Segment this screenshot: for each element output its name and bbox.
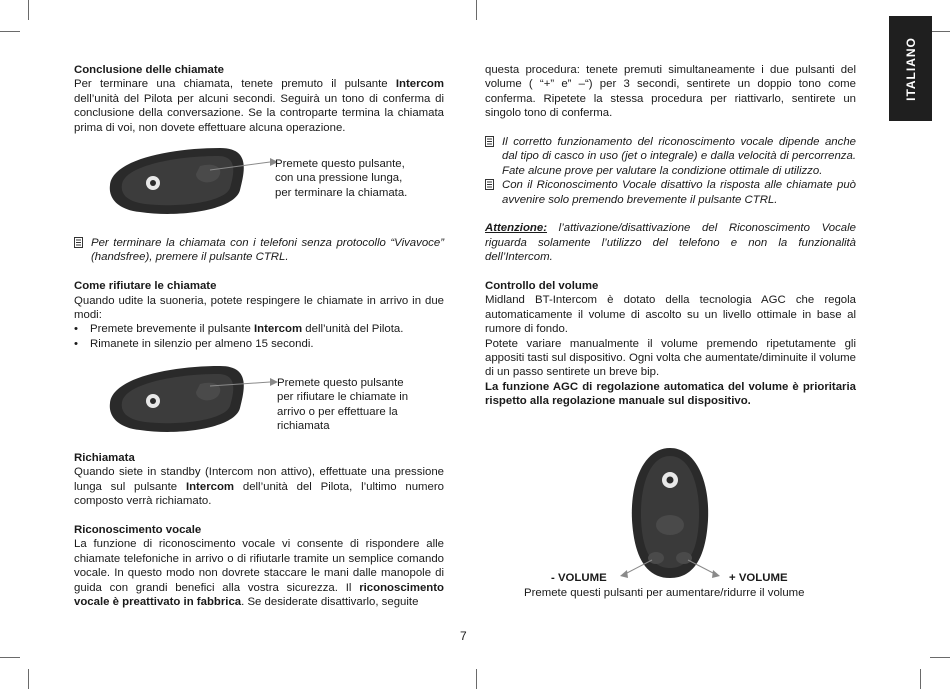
note-vivavoce: Per terminare la chiamata con i telefoni senza protocollo “Vivavoce” (handsfree), premere il pulsante CTRL. (74, 236, 444, 265)
paragraph-volume-manual: Potete variare manualmente il volume premendo ripetutamente gli appositi tasti sul dispositivo. Ogni volta che aumentate/diminuite il volume di un passo sentirete un breve bip. (485, 337, 856, 379)
reject-list (74, 322, 444, 351)
paragraph-redial: Quando siete in standby (Intercom non attivo), effettuate una pressione lunga sul pulsante Intercom dell’unità del Pilota, l’ultimo numero composto verrà richiamato. (74, 466, 444, 508)
note-icon (485, 136, 494, 147)
crop-mark (28, 669, 29, 689)
list-item: • Premete brevemente il pulsante Intercom dell’unità del Pilota. (74, 322, 444, 336)
volume-caption: Premete questi pulsanti per aumentare/ridurre il volume (524, 587, 805, 599)
section-title-redial: Richiamata (74, 452, 135, 464)
section-title-reject: Come rifiutare le chiamate (74, 280, 217, 293)
language-tab (889, 16, 932, 121)
crop-mark (0, 657, 20, 658)
page-number: 7 (460, 629, 467, 643)
callout-end-call: Premete questo pulsante, con una pressione lunga, per terminare la chiamata. (275, 158, 408, 199)
note-voice-ctrl: Con il Riconoscimento Vocale disattivo la risposta alle chiamate può avvenire solo premendo brevemente il pulsante CTRL. (485, 178, 856, 207)
crop-mark (476, 669, 477, 689)
device-image-end-call (100, 140, 280, 225)
paragraph-volume-agc: Midland BT-Intercom è dotato della tecnologia AGC che regola automaticamente il volume di ascolto su un livello ottimale in base al rumore di fondo. (485, 294, 856, 336)
attention-paragraph: Attenzione: l’attivazione/disattivazione del Riconoscimento Vocale riguarda solamente l’utilizzo del telefono e non la funzionalità dell’Intercom. (485, 222, 856, 264)
volume-plus-label: + VOLUME (729, 572, 788, 584)
crop-mark (930, 657, 950, 658)
left-column-top (74, 63, 444, 135)
paragraph-voice: La funzione di riconoscimento vocale vi consente di rispondere alle chiamate telefoniche in arrivo o di rifiutarle tramite un semplice comando vocale. In questo modo non dovrete staccare le mani dalle manopole di guida con grandi benefici alla vostra sicurezza. Il riconoscimento vocale è preattivato in fabbrica. Se desiderate disattivarlo, seguite (74, 538, 444, 609)
paragraph-reject: Quando udite la suoneria, potete respingere le chiamate in arrivo in due modi: (74, 294, 444, 322)
section-title-end-call: Conclusione delle chiamate (74, 64, 225, 76)
list-item: • Rimanete in silenzio per almeno 15 secondi. (74, 337, 444, 351)
language-tab-label: ITALIANO (903, 36, 918, 101)
crop-mark (930, 31, 950, 32)
volume-minus-label: - VOLUME (551, 572, 607, 584)
paragraph-end-call: Per terminare una chiamata, tenete premuto il pulsante Intercom dell’unità del Pilota per alcuni secondi. Seguirà un tono di conferma di conclusione della conversazione. Se la controparte termina la chiamata prima di voi, non dovete effettuare alcuna operazione. (74, 78, 444, 134)
paragraph-volume-priority: La funzione AGC di regolazione automatica del volume è prioritaria rispetto alla regolazione manuale sul dispositivo. (485, 380, 856, 408)
crop-mark (0, 31, 20, 32)
device-image-reject (100, 358, 280, 443)
left-column-bottom (74, 451, 444, 609)
crop-mark (920, 669, 921, 689)
left-column-middle (74, 236, 444, 351)
section-title-volume: Controllo del volume (485, 280, 599, 293)
note-icon (485, 179, 494, 190)
callout-reject: Premete questo pulsante per rifiutare le chiamate in arrivo o per effettuare la richiamata (277, 377, 409, 433)
crop-mark (28, 0, 29, 20)
note-voice-helmet: Il corretto funzionamento del riconoscimento vocale dipende anche dal tipo di casco in uso (jet o integrale) e dalla velocità di percorrenza. Fate alcune prove per valutare la condizione ottimale di utilizzo. (485, 135, 856, 178)
section-title-voice: Riconoscimento vocale (74, 524, 202, 537)
crop-mark (476, 0, 477, 20)
paragraph-voice-cont: questa procedura: tenete premuti simultaneamente i due pulsanti del volume ( “+” e” –“) per 3 secondi, sentirete un doppio tono come conferma. Ripetete la stessa procedura per riattivarlo, sentirete un singolo tono di conferma. (485, 64, 856, 120)
device-image-volume (600, 440, 740, 585)
note-icon (74, 237, 83, 248)
right-column (485, 63, 856, 409)
